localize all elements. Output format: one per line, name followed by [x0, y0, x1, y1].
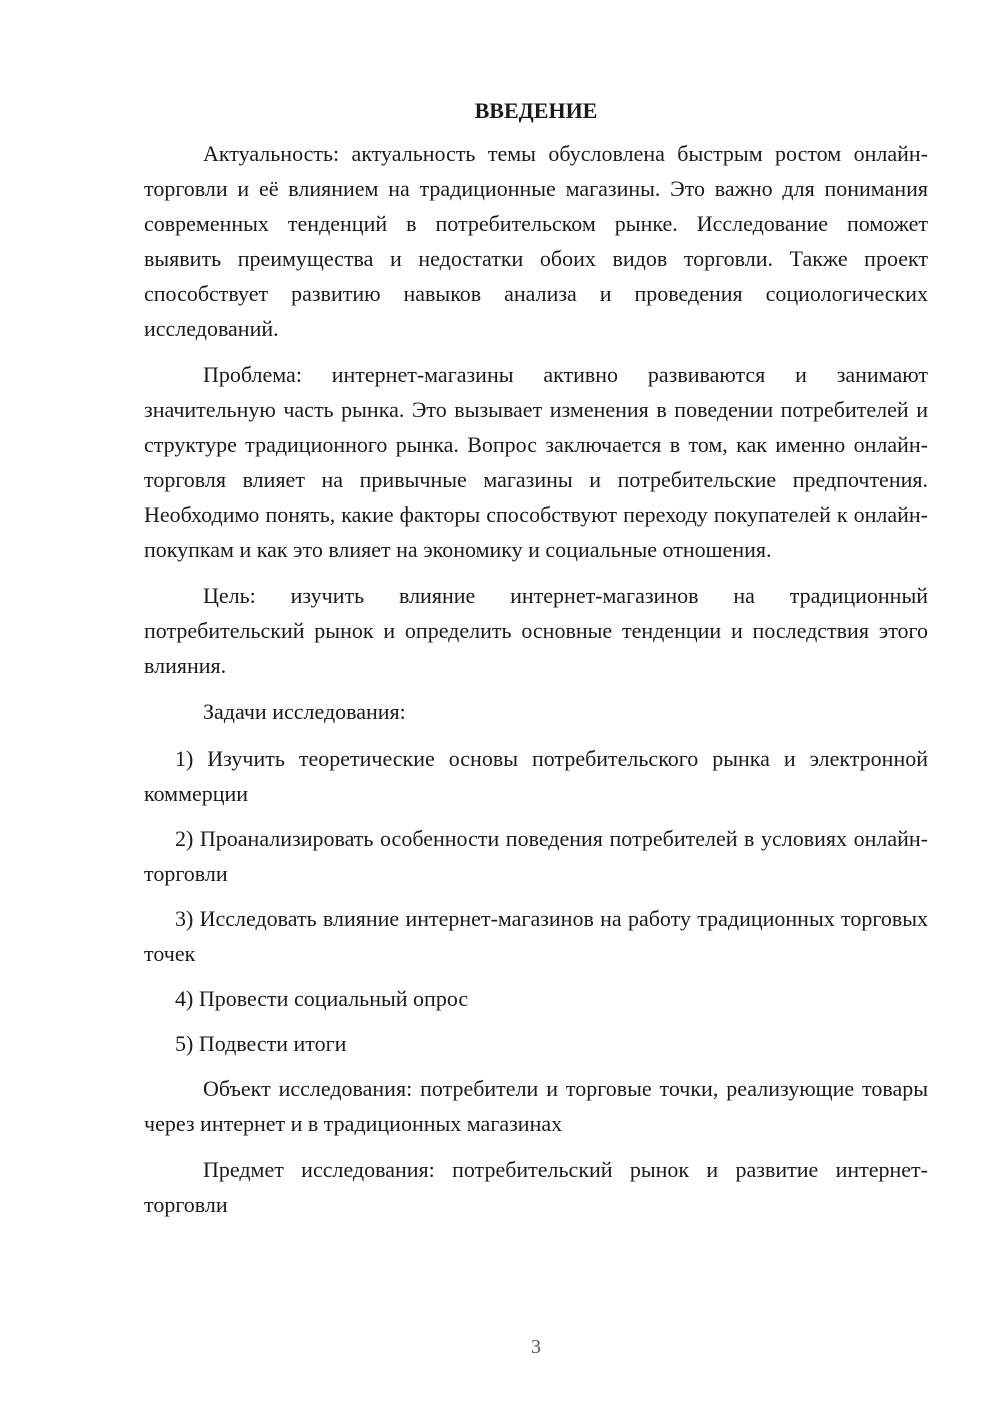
list-item: 2) Проанализировать особенности поведения потребителей в условиях онлайн-торговли — [144, 826, 928, 886]
goal-paragraph: Цель: изучить влияние интернет-магазинов на традиционный потребительский рынок и определить основные тенденции и последствия этого влияния. — [144, 583, 928, 678]
relevance-paragraph: Актуальность: актуальность темы обусловлена быстрым ростом онлайн-торговли и её влиянием на традиционные магазины. Это важно для понимания современных тенденций в потребительском рынке. Исследование поможет выявить преимущества и недостатки обоих видов торговли. Также проект способствует развитию навыков анализа и проведения социологических исследований. — [144, 141, 928, 341]
problem-paragraph: Проблема: интернет-магазины активно развиваются и занимают значительную часть рынка. Это вызывает изменения в поведении потребителей и структуре традиционного рынка. Вопрос заключается в том, как именно онлайн-торговля влияет на привычные магазины и потребительские предпочтения. Необходимо понять, какие факторы способствуют переходу покупателей к онлайн-покупкам и как это влияет на экономику и социальные отношения. — [144, 362, 928, 562]
page-number: 3 — [531, 1336, 541, 1358]
tasks-title: Задачи исследования: — [203, 699, 406, 724]
page-content — [144, 96, 928, 1233]
list-item: 5) Подвести итоги — [175, 1031, 347, 1056]
list-item: 3) Исследовать влияние интернет-магазинов на работу традиционных торговых точек — [144, 906, 928, 966]
subject-paragraph: Предмет исследования: потребительский рынок и развитие интернет-торговли — [144, 1157, 928, 1217]
list-item: 1) Изучить теоретические основы потребительского рынка и электронной коммерции — [144, 746, 928, 806]
section-heading: ВВЕДЕНИЕ — [474, 98, 598, 123]
tasks-list — [144, 741, 928, 1061]
object-paragraph: Объект исследования: потребители и торговые точки, реализующие товары через интернет и в традиционных магазинах — [144, 1076, 928, 1136]
list-item: 4) Провести социальный опрос — [175, 986, 469, 1011]
